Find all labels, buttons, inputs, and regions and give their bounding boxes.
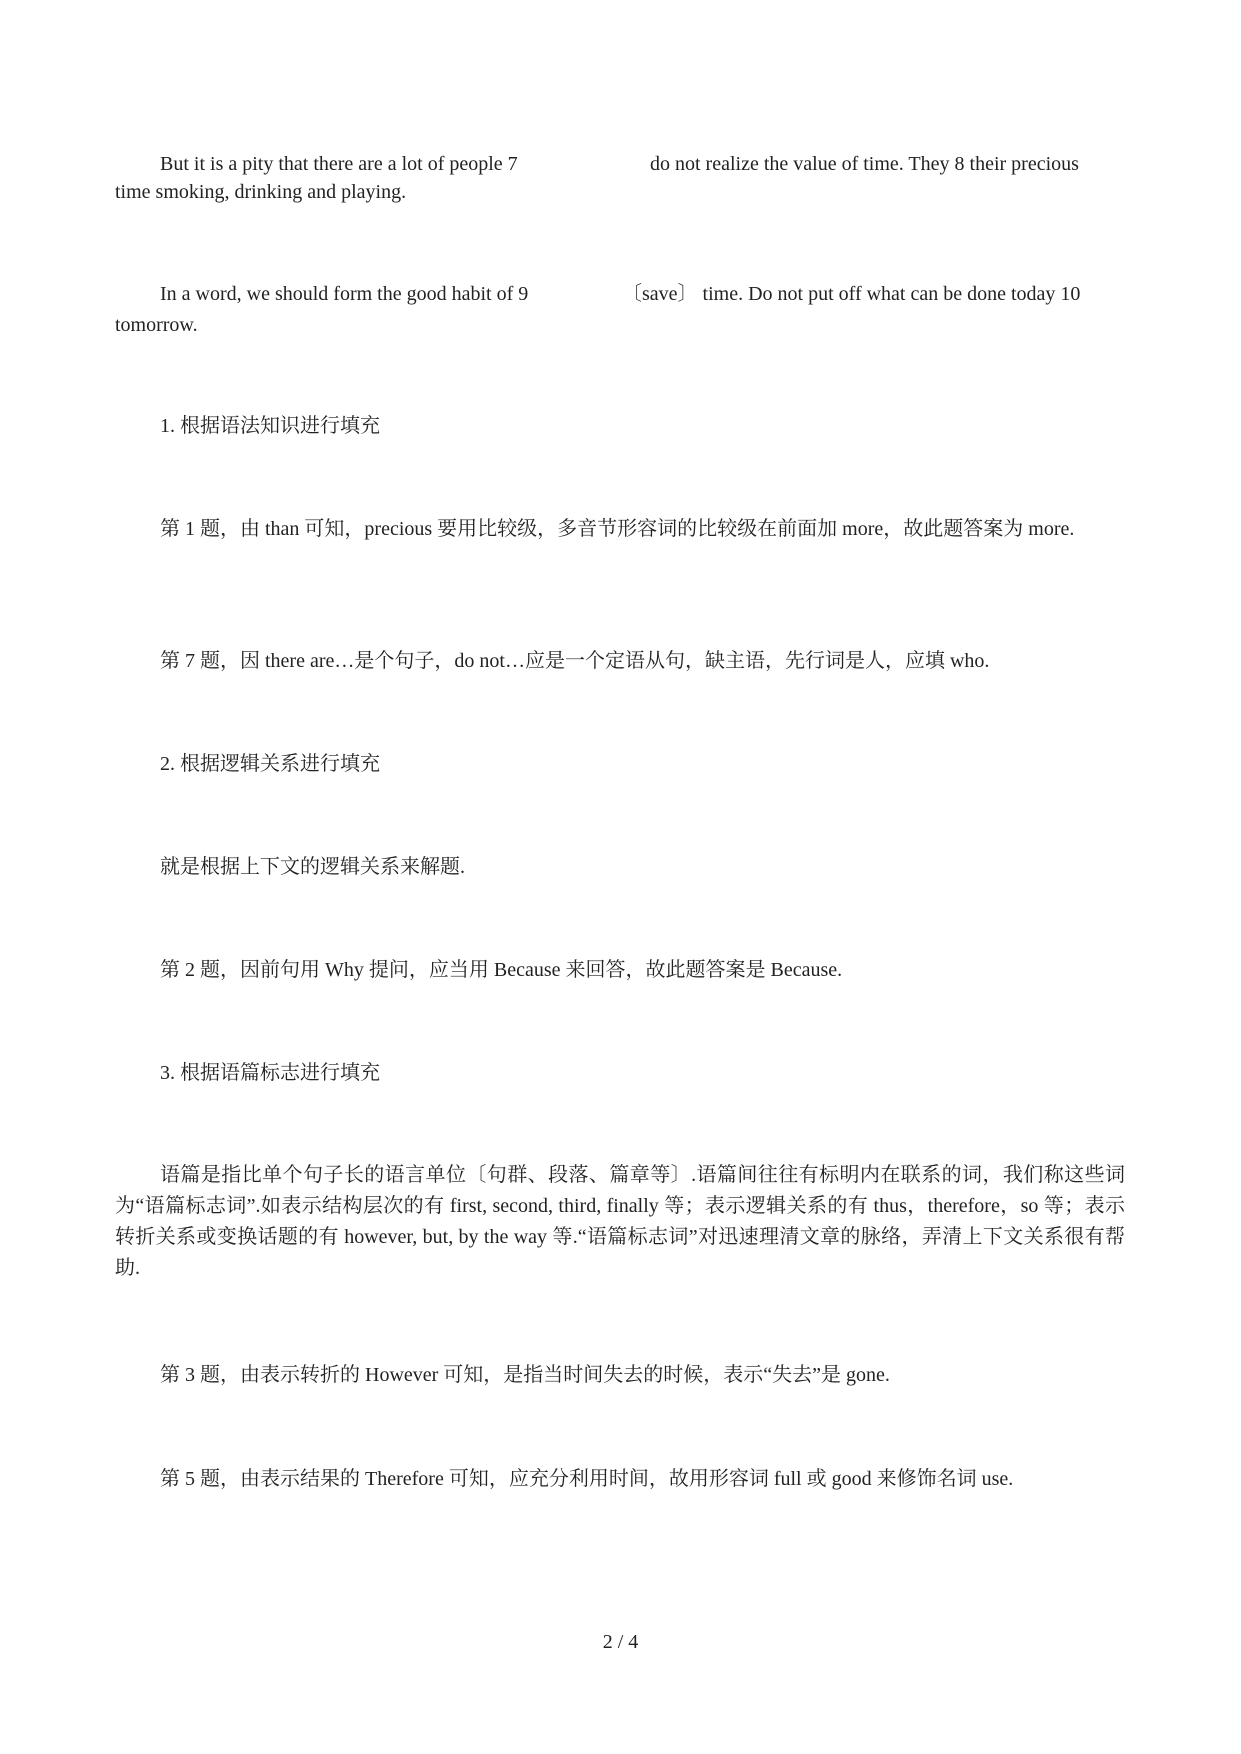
paragraph-1-part-b: do not realize the value of time. They 8 their precious	[650, 153, 1079, 175]
paragraph-7: 语篇是指比单个句子长的语言单位〔句群、段落、篇章等〕.语篇间往往有标明内在联系的词，我们称这些词为“语篇标志词”.如表示结构层次的有 first, second, third, finally 等；表示逻辑关系的有 thus，therefore，so 等；表示转折关系或变换话题的有 however, but, by the way 等.“语篇标志词”对迅速理清文章的脉络，弄清上下文关系很有帮助.	[115, 1164, 1125, 1279]
paragraph-1-part-a: But it is a pity that there are a lot of people 7	[160, 153, 518, 175]
paragraph-2-part-c: tomorrow.	[115, 314, 198, 336]
paragraph-2-part-a: In a word, we should form the good habit of 9	[160, 283, 529, 305]
section-heading-3: 3. 根据语篇标志进行填充	[160, 1062, 380, 1084]
paragraph-3: 第 1 题，由 than 可知，precious 要用比较级，多音节形容词的比较级在前面加 more，故此题答案为 more.	[160, 518, 1075, 540]
section-heading-2: 2. 根据逻辑关系进行填充	[160, 753, 380, 775]
page-number: 2 / 4	[602, 1631, 639, 1653]
paragraph-6: 第 2 题，因前句用 Why 提问，应当用 Because 来回答，故此题答案是 Because.	[160, 959, 843, 981]
paragraph-8: 第 3 题，由表示转折的 However 可知，是指当时间失去的时候，表示“失去”是 gone.	[160, 1364, 890, 1386]
paragraph-2-part-b: 〔save〕 time. Do not put off what can be done today 10	[622, 283, 1081, 305]
paragraph-5: 就是根据上下文的逻辑关系来解题.	[160, 856, 465, 878]
paragraph-1-part-c: time smoking, drinking and playing.	[115, 181, 407, 203]
paragraph-9: 第 5 题，由表示结果的 Therefore 可知，应充分利用时间，故用形容词 full 或 good 来修饰名词 use.	[160, 1468, 1014, 1490]
section-heading-1: 1. 根据语法知识进行填充	[160, 415, 380, 437]
paragraph-4: 第 7 题，因 there are…是个句子，do not…应是一个定语从句，缺主语，先行词是人，应填 who.	[160, 650, 990, 672]
